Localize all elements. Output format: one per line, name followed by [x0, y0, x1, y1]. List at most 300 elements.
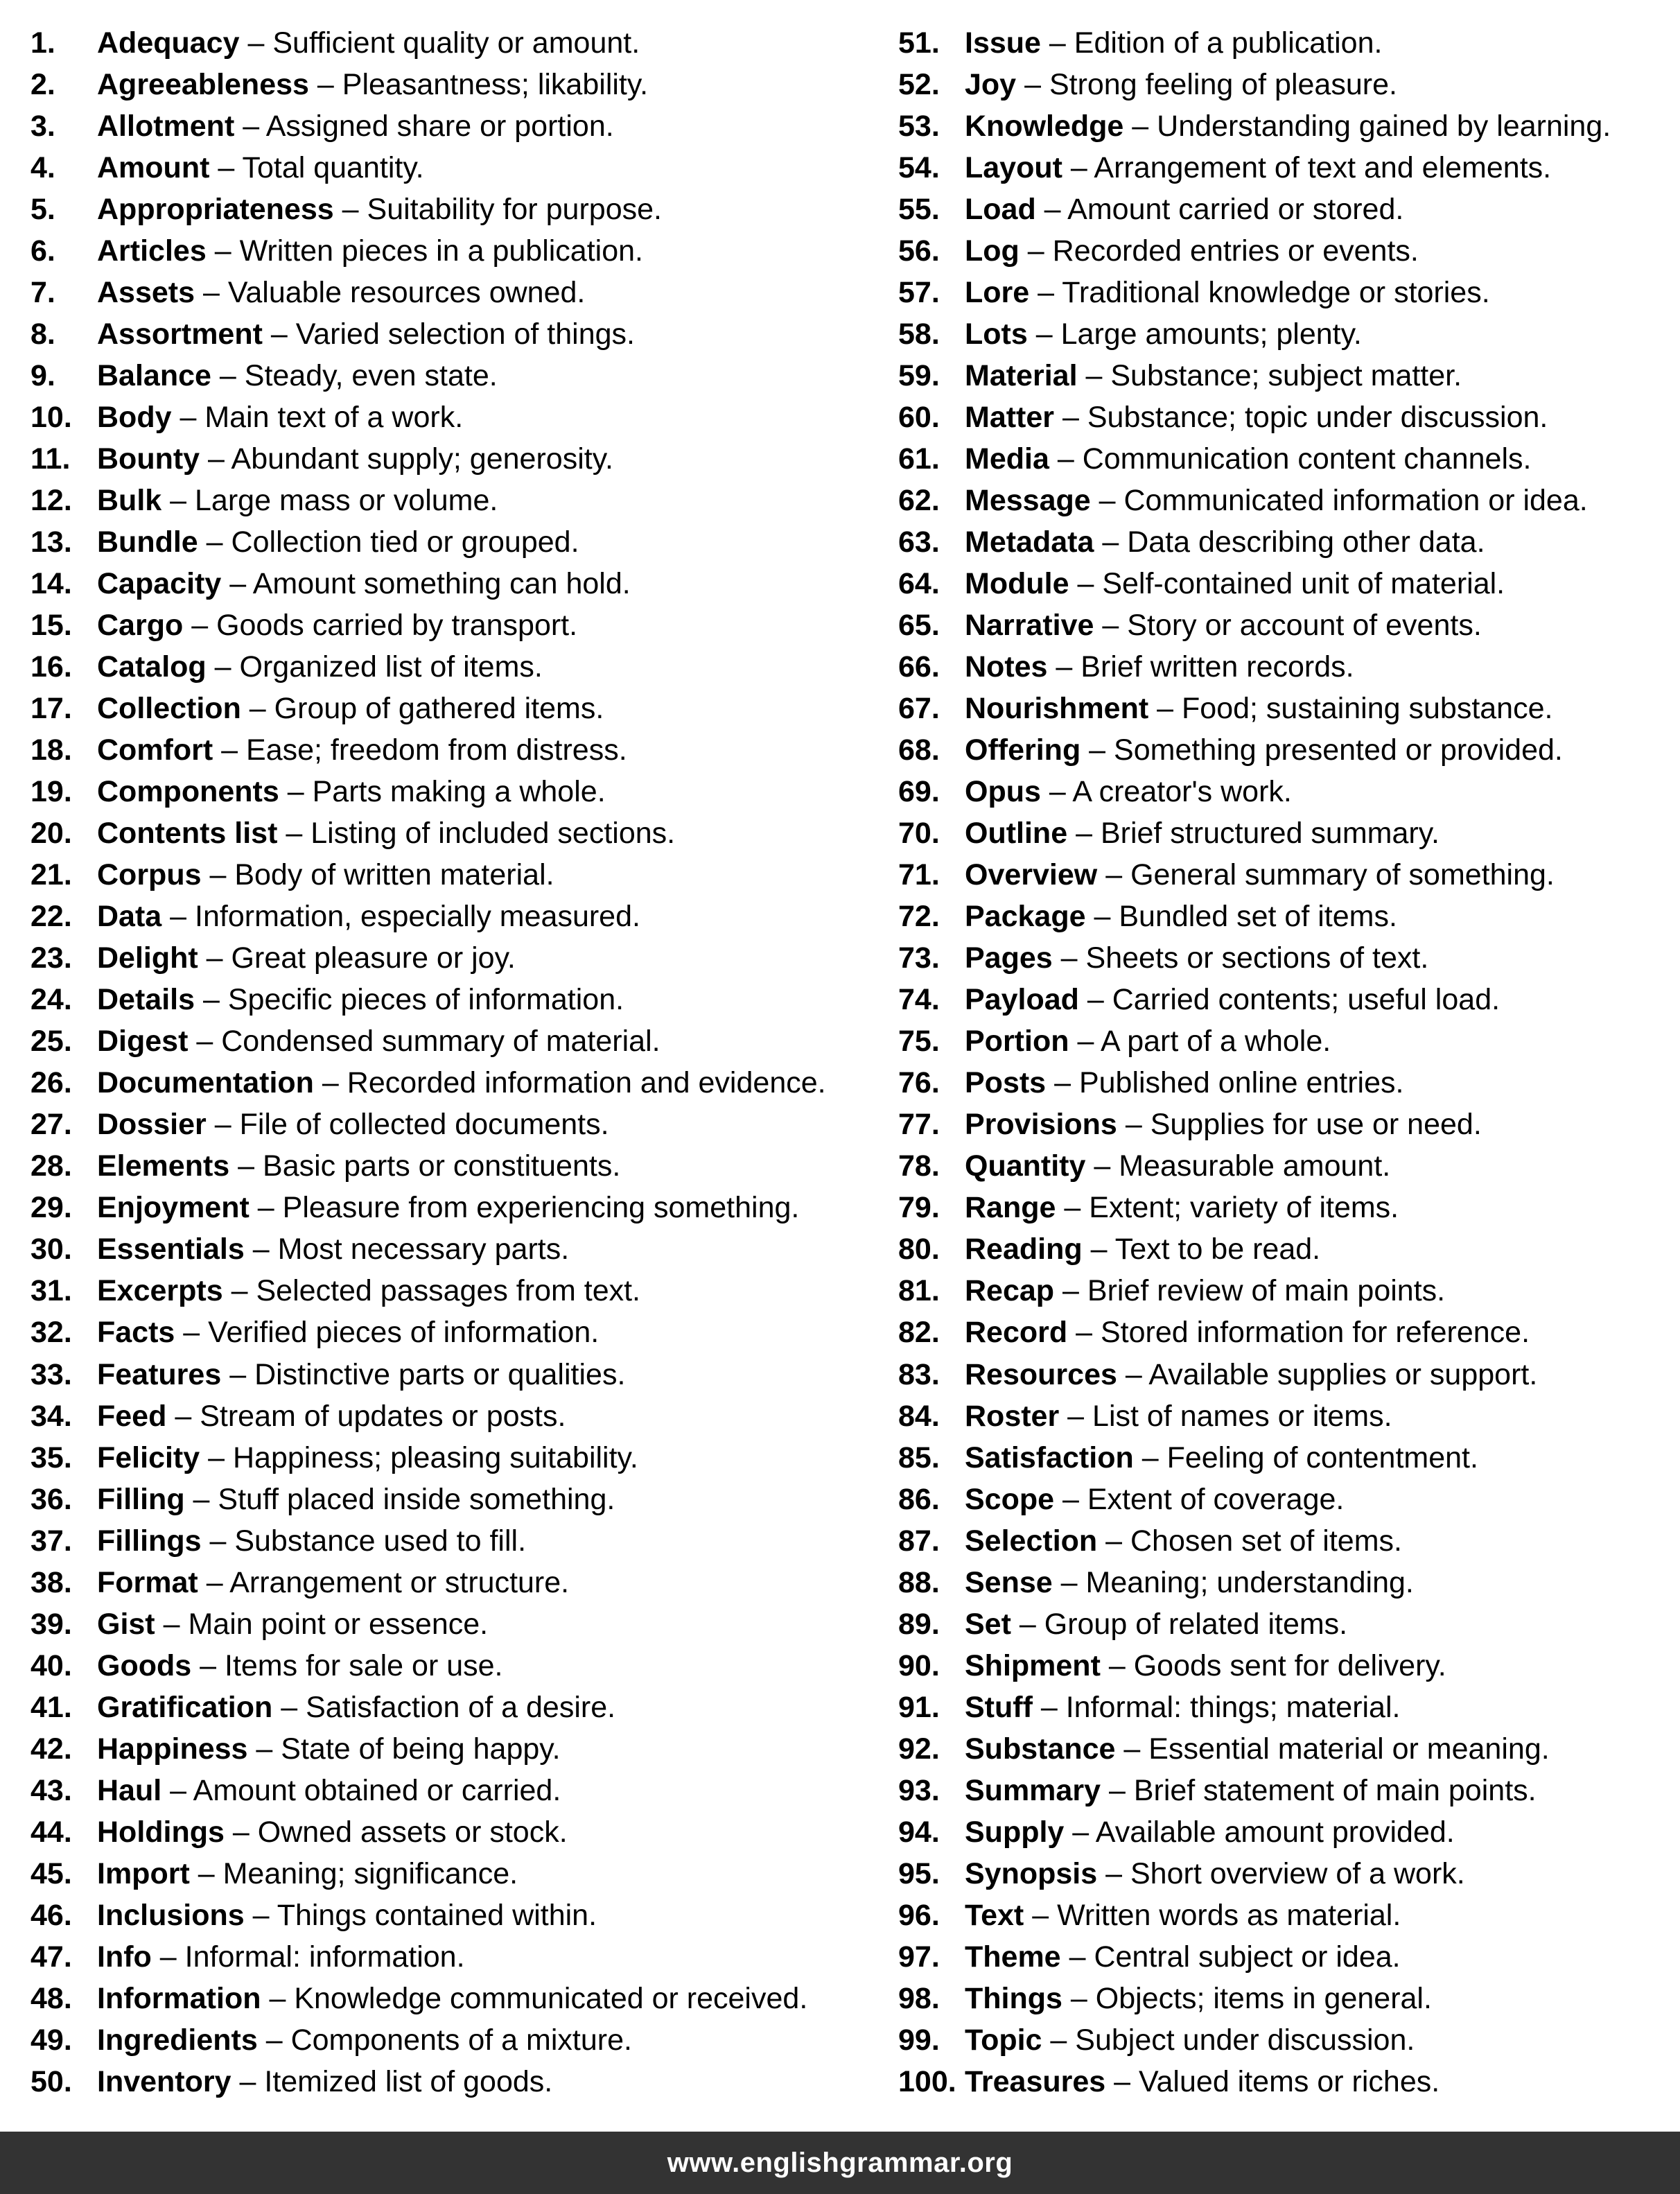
entry-definition: Understanding gained by learning. — [1157, 110, 1611, 143]
entry-definition: Stored information for reference. — [1100, 1316, 1530, 1350]
dash-separator: – — [1125, 1108, 1142, 1142]
dash-separator: – — [1105, 1524, 1123, 1558]
entry-term: Lore — [965, 276, 1030, 310]
entry-separator — [263, 317, 296, 351]
list-item — [30, 1145, 862, 1187]
entry-separator — [234, 110, 265, 143]
entry-term: Notes — [965, 650, 1048, 684]
list-item — [898, 2061, 1680, 2102]
dash-separator: – — [1123, 1732, 1141, 1766]
dash-separator: – — [239, 2064, 256, 2098]
entry-number: 47. — [30, 1940, 72, 1974]
list-item — [30, 1936, 862, 1978]
dash-separator: – — [1032, 1898, 1049, 1932]
entry-definition: Group of related items. — [1044, 1607, 1348, 1641]
entry-number: 23. — [30, 941, 72, 975]
entry-definition: Owned assets or stock. — [257, 1815, 568, 1849]
entry-number: 40. — [30, 1648, 72, 1682]
entry-term: Recap — [965, 1274, 1055, 1308]
entry-number: 87. — [898, 1524, 940, 1558]
entry-term: Enjoyment — [97, 1191, 250, 1225]
entry-term: Scope — [965, 1482, 1055, 1516]
entry-term: Supply — [965, 1815, 1065, 1849]
entry-definition: Components of a mixture. — [290, 2023, 632, 2057]
entry-number: 18. — [30, 733, 72, 767]
list-item — [30, 1270, 862, 1312]
list-item — [898, 979, 1680, 1020]
list-item — [30, 1312, 862, 1353]
entry-number: 56. — [898, 234, 940, 268]
entry-number: 29. — [30, 1191, 72, 1225]
entry-definition: Extent of coverage. — [1087, 1482, 1345, 1516]
list-item — [898, 1020, 1680, 1062]
entry-term: Format — [97, 1565, 198, 1599]
entry-definition: General summary of something. — [1130, 858, 1555, 892]
entry-term: Synopsis — [965, 1856, 1098, 1890]
entry-term: Happiness — [97, 1732, 248, 1766]
entry-term: Sense — [965, 1565, 1053, 1599]
entry-separator — [1020, 234, 1053, 268]
list-item — [898, 1395, 1680, 1437]
dash-separator: – — [1062, 1274, 1079, 1308]
entry-separator — [1086, 900, 1119, 933]
dash-separator: – — [1085, 359, 1103, 393]
list-item — [898, 1770, 1680, 1811]
entry-term: Opus — [965, 775, 1041, 809]
list-item — [898, 313, 1680, 355]
dash-separator: – — [1054, 1066, 1071, 1100]
entry-term: Message — [965, 484, 1091, 518]
list-item — [898, 1187, 1680, 1228]
dash-separator: – — [247, 26, 265, 60]
dash-separator: – — [1049, 26, 1066, 60]
entry-separator — [225, 1816, 258, 1849]
entry-separator — [200, 1441, 233, 1474]
entry-term: Ingredients — [97, 2023, 258, 2057]
entry-term: Provisions — [965, 1108, 1117, 1142]
entry-number: 97. — [898, 1940, 940, 1974]
list-item — [898, 1936, 1680, 1978]
entry-definition: Brief written records. — [1080, 650, 1354, 684]
entry-definition: Condensed summary of material. — [221, 1025, 660, 1059]
entry-term: Agreeableness — [97, 68, 309, 102]
dash-separator: – — [243, 110, 260, 143]
entry-term: Import — [97, 1856, 190, 1890]
dash-separator: – — [1035, 317, 1053, 351]
list-item — [898, 604, 1680, 646]
entry-number: 33. — [30, 1357, 72, 1391]
entry-separator — [1080, 733, 1114, 767]
entry-term: Documentation — [97, 1066, 314, 1100]
entry-separator — [1117, 1358, 1148, 1391]
entry-separator — [207, 1108, 240, 1141]
entry-number: 92. — [898, 1732, 940, 1766]
entry-number: 79. — [898, 1191, 940, 1225]
dash-separator: – — [1024, 68, 1041, 102]
dash-separator: – — [1050, 2023, 1067, 2057]
entry-number: 78. — [898, 1149, 940, 1183]
dash-separator: – — [1157, 692, 1174, 726]
entry-definition: Chosen set of items. — [1130, 1524, 1402, 1558]
entry-definition: Steady, even state. — [244, 359, 498, 393]
entry-number: 15. — [30, 609, 72, 643]
dash-separator: – — [1038, 276, 1055, 310]
entry-definition: Substance used to fill. — [234, 1524, 527, 1558]
dash-separator: – — [200, 1648, 217, 1682]
entry-term: Comfort — [97, 733, 213, 767]
entry-separator — [1053, 941, 1086, 975]
entry-definition: Collection tied or grouped. — [231, 525, 579, 559]
entry-number: 59. — [898, 359, 940, 393]
entry-definition: Written pieces in a publication. — [239, 234, 643, 268]
entry-separator — [1036, 193, 1067, 226]
entry-definition: Itemized list of goods. — [264, 2064, 553, 2098]
entry-definition: Recorded entries or events. — [1052, 234, 1419, 268]
dash-separator: – — [317, 68, 334, 102]
entry-number: 99. — [898, 2023, 940, 2057]
list-item — [30, 1770, 862, 1811]
entry-separator — [172, 401, 205, 434]
list-item — [898, 646, 1680, 688]
entry-number: 72. — [898, 900, 940, 934]
entry-term: Bundle — [97, 525, 198, 559]
list-item — [898, 1811, 1680, 1853]
entry-number: 76. — [898, 1066, 940, 1100]
list-item — [30, 979, 862, 1020]
entry-definition: Knowledge communicated or received. — [294, 1981, 808, 2015]
entry-number: 30. — [30, 1233, 72, 1266]
list-item — [30, 521, 862, 563]
entry-definition: Informal: things; material. — [1065, 1690, 1401, 1724]
entry-separator — [1083, 1233, 1115, 1266]
dash-separator: – — [249, 692, 266, 726]
entry-definition: State of being happy. — [281, 1732, 561, 1766]
entry-term: Summary — [965, 1773, 1101, 1807]
dash-separator: – — [1064, 1191, 1081, 1225]
entry-definition: Amount carried or stored. — [1067, 193, 1404, 227]
list-item — [30, 2019, 862, 2061]
entry-separator — [1085, 1149, 1119, 1183]
entry-term: Quantity — [965, 1149, 1086, 1183]
entry-number: 62. — [898, 484, 940, 518]
entry-definition: Substance; topic under discussion. — [1087, 401, 1548, 435]
entry-definition: Feeling of contentment. — [1166, 1440, 1478, 1474]
entry-definition: Distinctive parts or qualities. — [254, 1357, 626, 1391]
list-item — [30, 1104, 862, 1145]
entry-number: 35. — [30, 1440, 72, 1474]
entry-definition: Sufficient quality or amount. — [272, 26, 640, 60]
list-item — [898, 812, 1680, 854]
entry-number: 51. — [898, 26, 940, 60]
entry-separator — [223, 1274, 256, 1307]
list-item — [30, 1228, 862, 1270]
entry-number: 34. — [30, 1399, 72, 1433]
dash-separator: – — [1076, 817, 1092, 851]
footer-bar — [0, 2132, 1680, 2194]
entry-number: 6. — [30, 234, 55, 268]
dash-separator: – — [1087, 983, 1104, 1017]
entry-term: Topic — [965, 2023, 1042, 2057]
entry-term: Information — [97, 1981, 261, 2015]
entry-number: 98. — [898, 1981, 940, 2015]
entry-term: Appropriateness — [97, 193, 334, 227]
entry-number: 64. — [898, 567, 940, 601]
entry-definition: Varied selection of things. — [295, 317, 635, 351]
entry-separator — [1101, 1649, 1134, 1682]
entry-separator — [1056, 1191, 1089, 1224]
entry-separator — [161, 484, 195, 517]
dash-separator: – — [1108, 1648, 1126, 1682]
entry-number: 55. — [898, 193, 940, 227]
entry-separator — [1069, 567, 1102, 600]
list-item — [30, 1479, 862, 1520]
entry-number: 17. — [30, 692, 72, 726]
entry-separator — [1064, 1816, 1095, 1849]
entry-separator — [1079, 983, 1112, 1016]
entry-number: 5. — [30, 193, 55, 227]
entry-number: 13. — [30, 525, 72, 559]
entry-separator — [207, 234, 240, 268]
list-item — [30, 1728, 862, 1770]
list-item — [898, 1312, 1680, 1353]
dash-separator: – — [206, 941, 223, 975]
entry-definition: Large amounts; plenty. — [1060, 317, 1362, 351]
entry-definition: Most necessary parts. — [277, 1233, 570, 1266]
entry-number: 26. — [30, 1066, 72, 1100]
list-item — [30, 1062, 862, 1104]
entry-number: 73. — [898, 941, 940, 975]
entry-separator — [1053, 1566, 1086, 1599]
word-list-right-column — [898, 22, 1680, 2102]
dash-separator: – — [1060, 1565, 1078, 1599]
entry-separator — [213, 733, 246, 767]
entry-number: 43. — [30, 1773, 72, 1807]
list-item — [30, 688, 862, 729]
entry-definition: Verified pieces of information. — [208, 1316, 600, 1350]
entry-term: Range — [965, 1191, 1056, 1225]
list-item — [30, 64, 862, 105]
entry-number: 14. — [30, 567, 72, 601]
list-item — [30, 147, 862, 189]
entry-number: 57. — [898, 276, 940, 310]
entry-definition: Group of gathered items. — [274, 692, 604, 726]
list-item — [30, 1811, 862, 1853]
list-item — [30, 1562, 862, 1603]
list-item — [898, 1062, 1680, 1104]
dash-separator: – — [252, 1233, 270, 1266]
entry-separator — [1016, 68, 1049, 101]
entry-number: 82. — [898, 1316, 940, 1350]
list-item — [30, 230, 862, 272]
entry-separator — [161, 1774, 193, 1807]
entry-term: Allotment — [97, 110, 235, 143]
dash-separator: – — [170, 1773, 187, 1807]
entry-definition: Story or account of events. — [1127, 609, 1482, 643]
dash-separator: – — [1141, 1440, 1159, 1474]
entry-definition: Central subject or idea. — [1094, 1940, 1401, 1974]
entry-definition: Amount obtained or carried. — [193, 1773, 561, 1807]
entry-term: Treasures — [965, 2064, 1106, 2098]
entry-term: Nourishment — [965, 692, 1149, 726]
entry-term: Record — [965, 1316, 1068, 1350]
list-item — [30, 1853, 862, 1895]
dash-separator: – — [1067, 1399, 1085, 1433]
entry-definition: List of names or items. — [1092, 1399, 1392, 1433]
entry-number: 49. — [30, 2023, 72, 2057]
entry-separator — [161, 900, 195, 933]
entry-separator — [1028, 317, 1061, 351]
dash-separator: – — [1077, 1025, 1094, 1059]
entry-separator — [1047, 650, 1080, 684]
entry-term: Balance — [97, 359, 211, 393]
list-item — [898, 937, 1680, 979]
dash-separator: – — [1125, 1357, 1142, 1391]
entry-definition: Parts making a whole. — [312, 775, 606, 809]
list-item — [30, 604, 862, 646]
entry-separator — [250, 1191, 283, 1224]
entry-number: 91. — [898, 1690, 940, 1724]
dash-separator: – — [1094, 1149, 1111, 1183]
entry-number: 61. — [898, 442, 940, 476]
dash-separator: – — [1062, 401, 1079, 435]
entry-number: 95. — [898, 1856, 940, 1890]
entry-term: Gratification — [97, 1690, 273, 1724]
entry-number: 20. — [30, 817, 72, 851]
entry-term: Bulk — [97, 484, 162, 518]
entry-definition: Self-contained unit of material. — [1102, 567, 1505, 601]
entry-number: 71. — [898, 858, 940, 892]
entry-term: Outline — [965, 817, 1068, 851]
dash-separator: – — [322, 1066, 339, 1100]
entry-number: 19. — [30, 775, 72, 809]
list-item — [898, 2019, 1680, 2061]
entry-term: Fillings — [97, 1524, 202, 1558]
entry-separator — [1134, 1441, 1167, 1474]
entry-separator — [202, 858, 235, 891]
entry-term: Dossier — [97, 1108, 207, 1142]
list-item — [898, 189, 1680, 230]
entry-term: Catalog — [97, 650, 207, 684]
list-item — [898, 1853, 1680, 1895]
entry-separator — [1078, 359, 1111, 392]
dash-separator: – — [1056, 650, 1073, 684]
entry-number: 69. — [898, 775, 940, 809]
entry-definition: Arrangement of text and elements. — [1094, 151, 1552, 185]
entry-separator — [277, 817, 310, 850]
dash-separator: – — [1070, 1981, 1087, 2015]
dash-separator: – — [1049, 775, 1066, 809]
entry-term: Selection — [965, 1524, 1098, 1558]
entry-definition: Abundant supply; generosity. — [231, 442, 613, 476]
entry-term: Bounty — [97, 442, 200, 476]
entry-definition: Organized list of items. — [239, 650, 543, 684]
entry-separator — [1117, 1108, 1150, 1141]
dash-separator: – — [202, 276, 220, 310]
list-item — [898, 438, 1680, 480]
dash-separator: – — [1062, 1482, 1079, 1516]
entry-separator — [1046, 1066, 1079, 1099]
entry-number: 12. — [30, 484, 72, 518]
dash-separator: – — [1108, 1773, 1126, 1807]
list-item — [898, 688, 1680, 729]
list-item — [898, 105, 1680, 147]
entry-separator — [221, 567, 252, 600]
dash-separator: – — [1057, 442, 1074, 476]
entry-term: Contents list — [97, 817, 278, 851]
entry-term: Components — [97, 775, 279, 809]
entry-definition: Assigned share or portion. — [265, 110, 614, 143]
entry-separator — [241, 692, 274, 725]
dash-separator: – — [1089, 733, 1106, 767]
entry-separator — [1054, 401, 1087, 434]
entry-definition: A creator's work. — [1072, 775, 1292, 809]
entry-number: 96. — [898, 1898, 940, 1932]
entry-separator — [279, 775, 313, 808]
entry-separator — [1094, 525, 1127, 559]
list-item — [898, 1603, 1680, 1645]
entry-definition: Meaning; understanding. — [1085, 1565, 1414, 1599]
entry-definition: Essential material or meaning. — [1148, 1732, 1550, 1766]
entry-definition: Text to be read. — [1114, 1233, 1321, 1266]
entry-separator — [152, 1940, 185, 1974]
entry-term: Satisfaction — [965, 1440, 1134, 1474]
dash-separator: – — [191, 609, 209, 643]
entry-number: 24. — [30, 983, 72, 1017]
entry-separator — [195, 276, 228, 309]
entry-separator — [1123, 110, 1157, 143]
entry-number: 50. — [30, 2064, 72, 2098]
entry-separator — [1049, 442, 1083, 476]
entry-term: Material — [965, 359, 1078, 393]
entry-separator — [314, 1066, 347, 1099]
list-item — [30, 2061, 862, 2102]
entry-separator — [245, 1233, 278, 1266]
entry-definition: Large mass or volume. — [195, 484, 498, 518]
list-item — [898, 1145, 1680, 1187]
entry-separator — [1101, 1774, 1134, 1807]
dash-separator: – — [196, 1025, 213, 1059]
entry-separator — [1062, 151, 1094, 184]
entry-number: 21. — [30, 858, 72, 892]
entry-number: 44. — [30, 1815, 72, 1849]
entry-separator — [245, 1899, 277, 1932]
entry-number: 85. — [898, 1440, 940, 1474]
list-item — [898, 1104, 1680, 1145]
list-item — [30, 771, 862, 812]
list-item — [898, 355, 1680, 397]
entry-separator — [1054, 1483, 1087, 1516]
entry-separator — [258, 2023, 291, 2057]
entry-definition: Suitability for purpose. — [367, 193, 662, 227]
entry-term: Info — [97, 1940, 152, 1974]
list-item — [898, 1354, 1680, 1395]
dash-separator: – — [159, 1940, 177, 1974]
entry-term: Collection — [97, 692, 241, 726]
entry-number: 48. — [30, 1981, 72, 2015]
entry-separator — [195, 983, 228, 1016]
entry-number: 46. — [30, 1898, 72, 1932]
entry-term: Issue — [965, 26, 1041, 60]
dash-separator: – — [1114, 2064, 1131, 2098]
entry-separator — [1041, 775, 1072, 808]
dash-separator: – — [270, 317, 288, 351]
entry-number: 63. — [898, 525, 940, 559]
dash-separator: – — [175, 1399, 192, 1433]
list-item — [30, 812, 862, 854]
entry-definition: Communicated information or idea. — [1123, 484, 1588, 518]
list-item — [30, 1520, 862, 1562]
dash-separator: – — [221, 733, 238, 767]
